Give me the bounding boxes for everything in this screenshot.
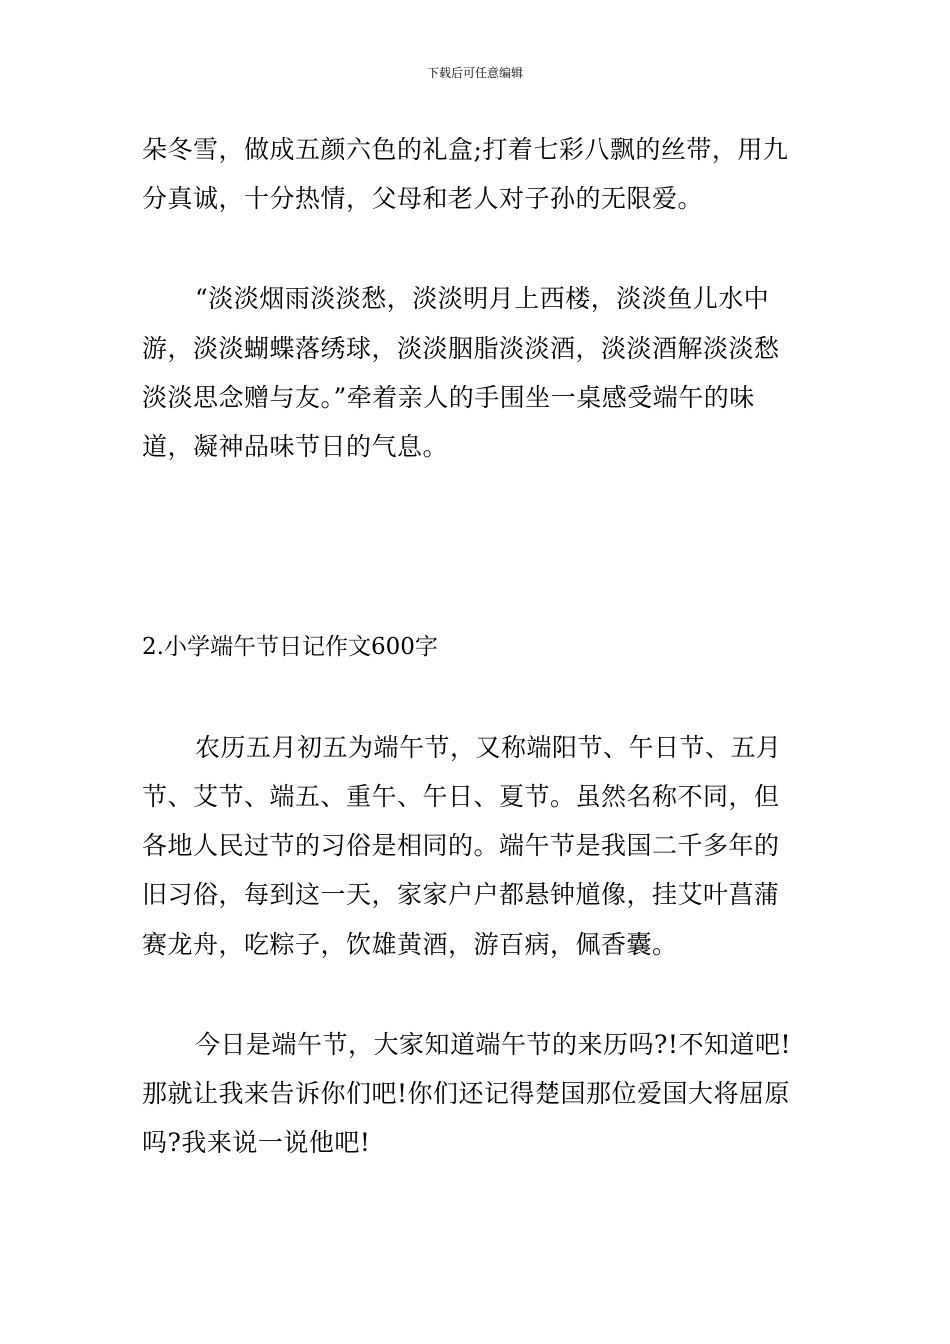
paragraph-1-line-1: 朵冬雪，做成五颜六色的礼盒;打着七彩八飘的丝带，用九	[142, 135, 789, 164]
paragraph-4-line-1: 今日是端午节，大家知道端午节的来历吗?!不知道吧!	[195, 1030, 791, 1059]
paragraph-4-line-2: 那就让我来告诉你们吧!你们还记得楚国那位爱国大将屈原	[142, 1079, 791, 1108]
page-header: 下载后可任意编辑	[426, 66, 523, 80]
paragraph-1-line-2: 分真诚，十分热情，父母和老人对子孙的无限爱。	[142, 184, 704, 213]
paragraph-4-line-3: 吗?我来说一说他吧!	[142, 1128, 371, 1157]
paragraph-3-line-2: 节、艾节、端五、重午、午日、夏节。虽然名称不同，但	[142, 782, 780, 811]
paragraph-2-line-4: 道，凝神品味节日的气息。	[142, 432, 449, 461]
paragraph-3-line-1: 农历五月初五为端午节，又称端阳节、午日节、五月	[195, 733, 782, 762]
paragraph-3-line-5: 赛龙舟，吃粽子，饮雄黄酒，游百病，佩香囊。	[142, 930, 678, 959]
paragraph-2-line-2: 游，淡淡蝴蝶落绣球，淡淡胭脂淡淡酒，淡淡酒解淡淡愁	[142, 334, 780, 363]
paragraph-3-line-3: 各地人民过节的习俗是相同的。端午节是我国二千多年的	[142, 831, 780, 860]
paragraph-3-line-4: 旧习俗，每到这一天，家家户户都悬钟馗像，挂艾叶菖蒲	[142, 880, 780, 909]
paragraph-2-line-1: “淡淡烟雨淡淡愁，淡淡明月上西楼，淡淡鱼儿水中	[195, 284, 770, 313]
section-heading: 2.小学端午节日记作文600字	[142, 634, 438, 660]
paragraph-2-line-3: 淡淡思念赠与友。”牵着亲人的手围坐一桌感受端午的味	[142, 383, 755, 412]
